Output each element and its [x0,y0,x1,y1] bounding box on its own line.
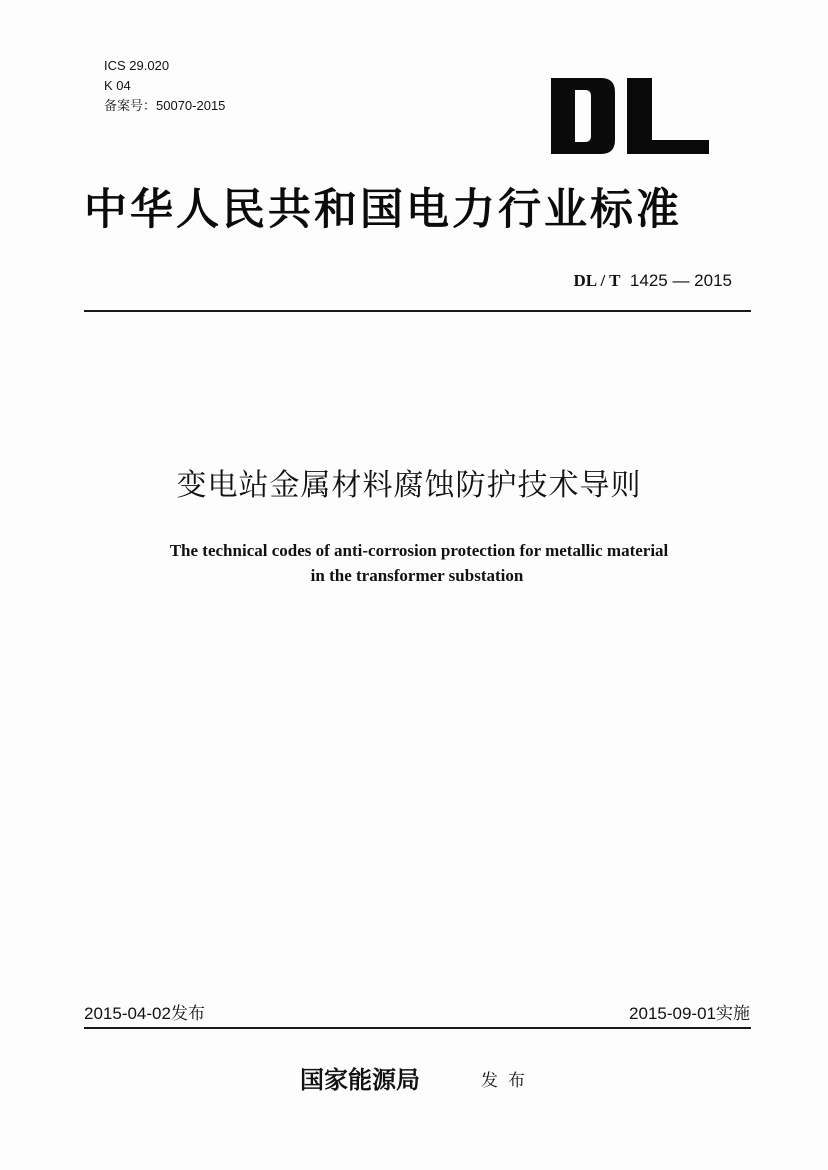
logo-letter-l [627,78,709,154]
title-en-line-2: in the transformer substation [310,566,524,585]
title-en-line-1: The technical codes of anti-corrosion protection for metallic material [169,541,669,560]
industry-standard-title: 中华人民共和国电力行业标准 [84,185,682,235]
standard-number [574,270,732,292]
issuing-authority: 国家能源局 [300,1065,420,1094]
filing-number: 备案号：50070-2015 [104,98,226,113]
title-cn-text: 变电站金属材料腐蚀防护技术导则 [176,468,642,503]
logo-letter-d [551,78,615,154]
dl-logo [551,78,711,158]
document-title-english [0,538,828,588]
issue-verb: 发布 [481,1071,535,1091]
classification-block [104,56,225,116]
document-title-chinese [0,464,828,508]
standard-year-number: 1425 — 2015 [629,271,732,290]
implementation-date: 2015-09-01实施 [629,1004,750,1023]
bottom-divider [84,1027,751,1029]
issue-date: 2015-04-02发布 [84,1004,205,1023]
top-divider [84,310,751,312]
ics-code: ICS 29.020 [104,58,170,73]
standard-code: DL / T [573,271,621,290]
dl-logo-graphic [551,78,711,158]
ccs-code: K 04 [104,78,131,93]
